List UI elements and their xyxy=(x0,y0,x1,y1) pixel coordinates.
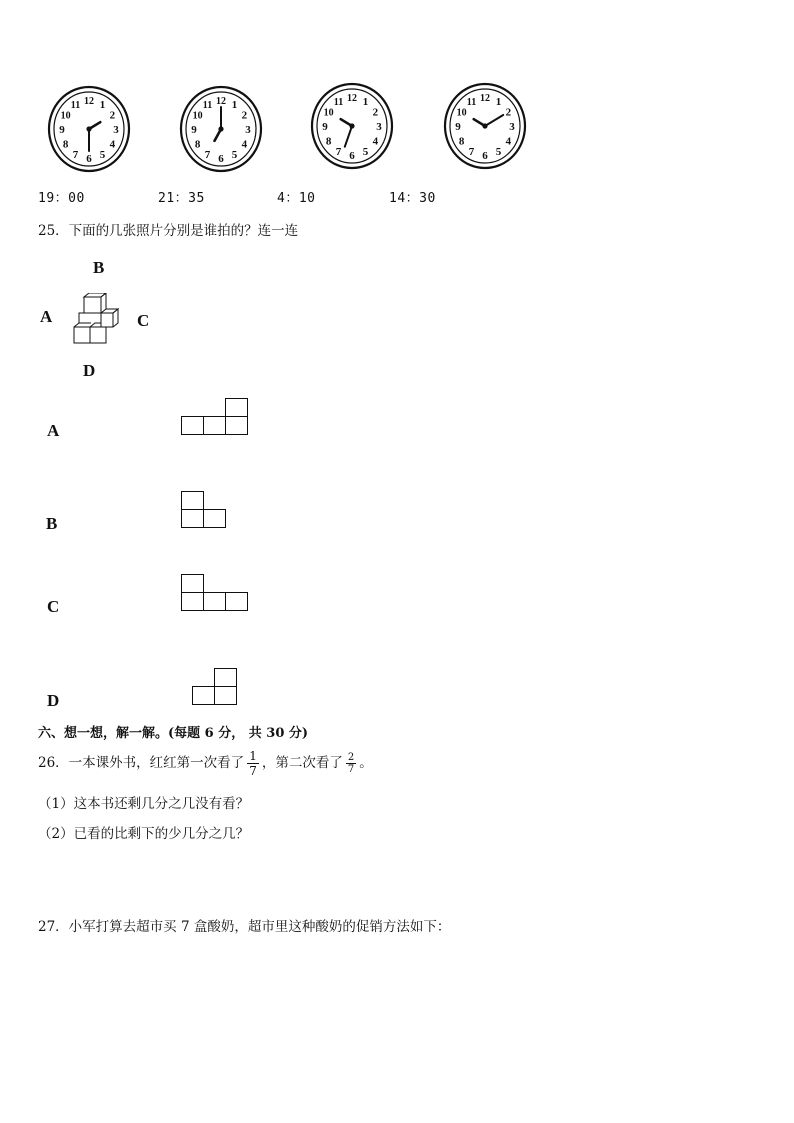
clock-number: 10 xyxy=(192,110,203,122)
clock-number: 12 xyxy=(347,93,357,104)
q26-prefix: 26．一本课外书，红红第一次看了 xyxy=(38,755,245,771)
clock-center-dot xyxy=(349,123,354,128)
clock-number: 2 xyxy=(241,109,248,122)
view-shape-b xyxy=(180,491,230,531)
view-letter-d: D xyxy=(83,361,96,380)
clock-number: 11 xyxy=(202,99,213,111)
clock-number: 6 xyxy=(86,153,92,165)
question-26-sub-2: （2）已看的比剩下的少几分之几？ xyxy=(38,826,250,842)
clock-number: 1 xyxy=(99,98,106,111)
view-letter-a: A xyxy=(40,307,53,326)
clock-face-2 xyxy=(178,85,264,173)
section-6-heading: 六、想一想，解一解。(每题 6 分， 共 30 分) xyxy=(38,726,309,741)
clock-number: 8 xyxy=(194,138,201,151)
view-letter-b: B xyxy=(93,258,105,277)
option-label-d: D xyxy=(47,691,60,710)
clock-number: 10 xyxy=(323,107,334,119)
fraction-two-sevenths xyxy=(346,752,356,775)
clock-number: 6 xyxy=(482,150,488,162)
clock-face-3 xyxy=(309,82,395,170)
frac1-numerator: 1 xyxy=(249,749,257,763)
time-label-2: 21：35 xyxy=(158,191,205,206)
clock-number: 9 xyxy=(455,121,461,133)
time-label-1: 19：00 xyxy=(38,191,85,206)
clock-number: 1 xyxy=(362,95,369,108)
clock-number: 1 xyxy=(495,95,502,108)
frac2-numerator: 2 xyxy=(347,752,355,763)
clock-number: 7 xyxy=(468,146,475,159)
clock-number: 11 xyxy=(70,99,81,111)
clock-number: 5 xyxy=(495,146,502,159)
clock-number: 8 xyxy=(325,135,332,148)
clock-number: 10 xyxy=(456,107,467,119)
clock-number: 8 xyxy=(62,138,69,151)
clock-number: 6 xyxy=(349,150,355,162)
clock-number: 6 xyxy=(218,153,224,165)
clock-number: 4 xyxy=(109,138,116,151)
clock-number: 4 xyxy=(241,138,248,151)
question-27-text: 27．小军打算去超市买 7 盒酸奶，超市里这种酸奶的促销方法如下： xyxy=(38,919,451,935)
clock-number: 12 xyxy=(84,96,94,107)
clock-number: 8 xyxy=(458,135,465,148)
clock-number: 5 xyxy=(362,146,369,159)
question-25-text: 25．下面的几张照片分别是谁拍的？连一连 xyxy=(38,223,299,239)
clock-number: 1 xyxy=(231,98,238,111)
option-label-a: A xyxy=(47,421,60,440)
q26-suffix: 。 xyxy=(359,755,373,771)
question-26-sub-1: （1）这本书还剩几分之几没有看？ xyxy=(38,796,250,812)
clock-center-dot xyxy=(218,126,223,131)
clock-number: 4 xyxy=(372,135,379,148)
clock-number: 2 xyxy=(372,106,379,119)
frac1-denominator: 7 xyxy=(249,764,257,778)
clock-number: 3 xyxy=(509,121,515,133)
option-label-c: C xyxy=(47,597,60,616)
frac2-denominator: 7 xyxy=(347,764,355,775)
view-shape-d xyxy=(191,668,241,708)
clock-number: 11 xyxy=(466,96,477,108)
view-shape-c xyxy=(180,574,252,614)
clock-number: 3 xyxy=(245,124,251,136)
clock-face-1 xyxy=(46,85,132,173)
time-label-4: 14：30 xyxy=(389,191,436,206)
clock-number: 2 xyxy=(505,106,512,119)
option-label-b: B xyxy=(46,514,58,533)
question-26-text xyxy=(38,744,373,782)
clock-number: 2 xyxy=(109,109,116,122)
clock-number: 5 xyxy=(231,149,238,162)
clock-number: 5 xyxy=(99,149,106,162)
clock-number: 7 xyxy=(72,149,79,162)
clock-number: 7 xyxy=(204,149,211,162)
clock-center-dot xyxy=(86,126,91,131)
clock-number: 9 xyxy=(322,121,328,133)
cube-arrangement-figure xyxy=(70,293,122,345)
clock-number: 11 xyxy=(333,96,344,108)
clock-number: 4 xyxy=(505,135,512,148)
view-letter-c: C xyxy=(137,311,150,330)
clock-number: 12 xyxy=(216,96,226,107)
clock-face-4 xyxy=(442,82,528,170)
clock-number: 9 xyxy=(191,124,197,136)
view-shape-a xyxy=(180,398,250,438)
fraction-one-seventh xyxy=(247,749,259,778)
clock-number: 3 xyxy=(113,124,119,136)
clock-number: 7 xyxy=(335,146,342,159)
clock-number: 12 xyxy=(480,93,490,104)
clock-number: 9 xyxy=(59,124,65,136)
time-label-3: 4：10 xyxy=(277,191,316,206)
clock-number: 10 xyxy=(60,110,71,122)
clock-center-dot xyxy=(482,123,487,128)
clock-number: 3 xyxy=(376,121,382,133)
q26-middle: ，第二次看了 xyxy=(261,755,343,771)
